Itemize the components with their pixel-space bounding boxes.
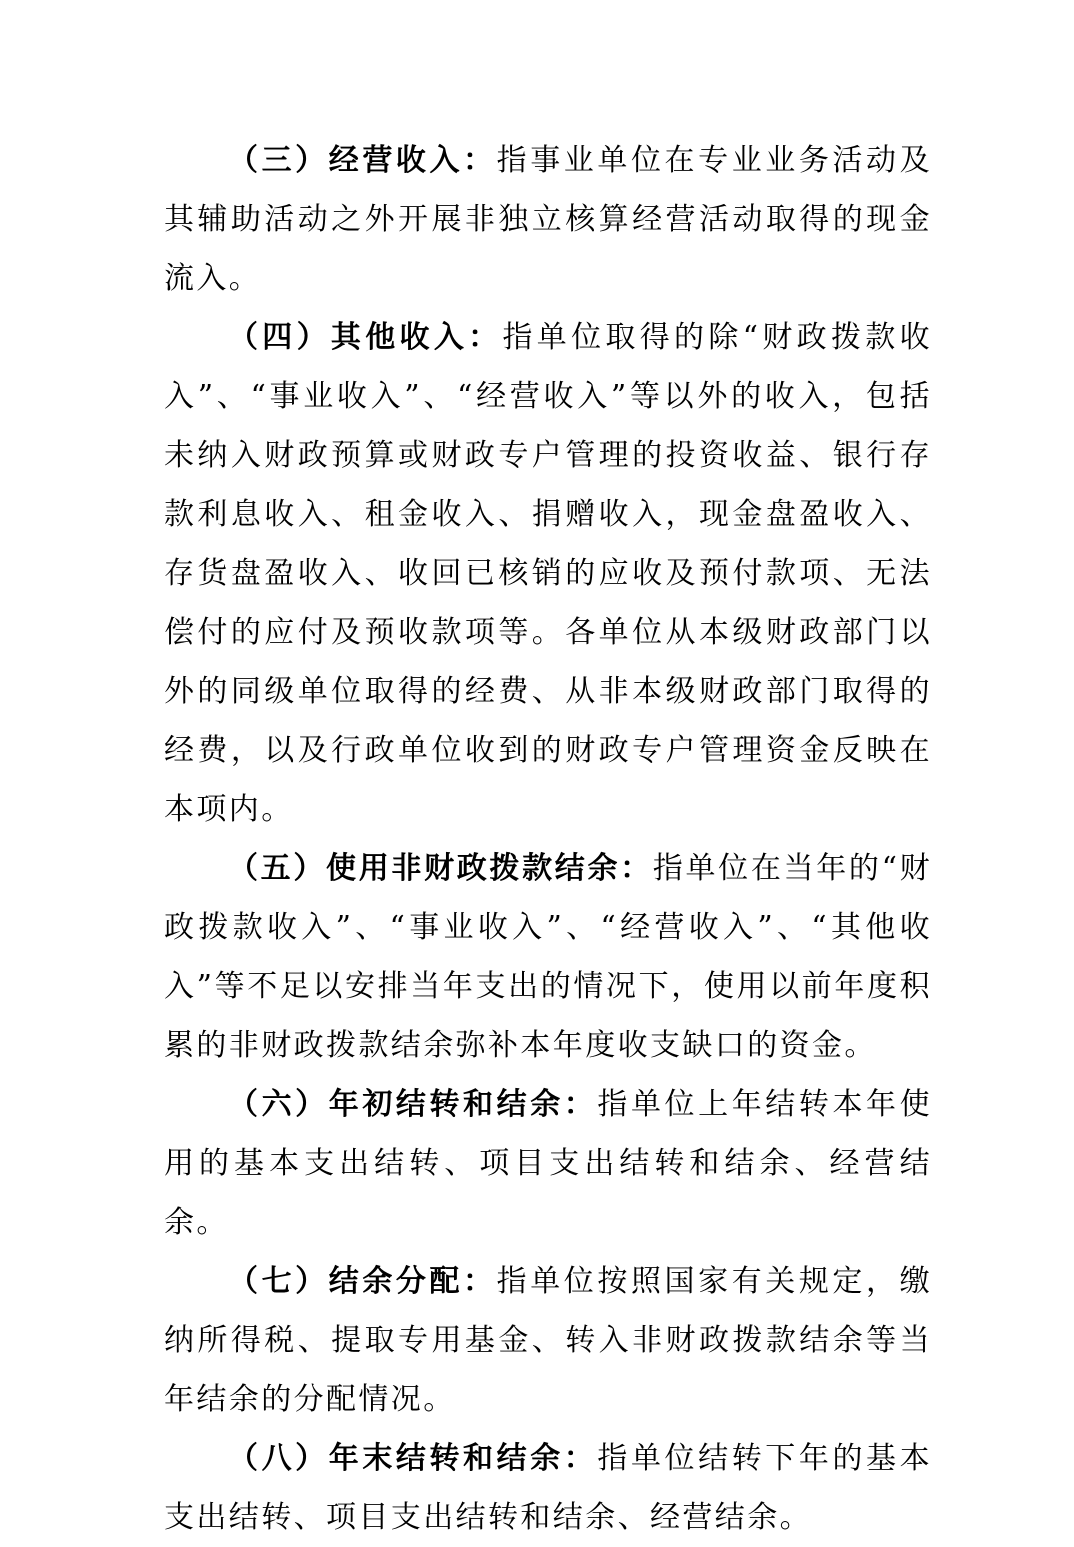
paragraph-heading: （七）结余分配： bbox=[228, 1264, 497, 1299]
paragraph-heading: （五）使用非财政拨款结余： bbox=[228, 851, 653, 886]
paragraph-text: 指单位取得的除“财政拨款收入”、“事业收入”、“经营收入”等以外的收入，包括未纳入财政预算或财政专户管理的投资收益、银行存款利息收入、租金收入、捐赠收入，现金盘盈收入、存货盘盈收入、收回已核销的应收及预付款项、无法偿付的应付及预收款项等。各单位从本级财政部门以外的同级单位取得的经费、从非本级财政部门取得的经费，以及行政单位收到的财政专户管理资金反映在本项内。 bbox=[164, 320, 932, 827]
paragraph-non-fiscal-surplus bbox=[164, 839, 932, 1075]
document-body bbox=[164, 131, 932, 1547]
paragraph-text: 指单位上年结转本年使用的基本支出结转、项目支出结转和结余、经营结余。 bbox=[164, 1087, 933, 1240]
paragraph-heading: （八）年末结转和结余： bbox=[228, 1441, 598, 1476]
paragraph-opening-balance bbox=[164, 1075, 932, 1252]
paragraph-surplus-distribution bbox=[164, 1252, 932, 1429]
paragraph-text: 指单位按照国家有关规定，缴纳所得税、提取专用基金、转入非财政拨款结余等当年结余的分配情况。 bbox=[164, 1264, 932, 1417]
paragraph-text: 指单位结转下年的基本支出结转、项目支出结转和结余、经营结余。 bbox=[164, 1441, 933, 1535]
paragraph-heading: （四）其他收入： bbox=[228, 320, 503, 355]
paragraph-text: 指单位在当年的“财政拨款收入”、“事业收入”、“经营收入”、“其他收入”等不足以安排当年支出的情况下，使用以前年度积累的非财政拨款结余弥补本年度收支缺口的资金。 bbox=[164, 851, 932, 1063]
paragraph-other-income bbox=[164, 308, 932, 839]
paragraph-heading: （三）经营收入： bbox=[228, 143, 497, 178]
paragraph-closing-balance bbox=[164, 1429, 932, 1547]
paragraph-heading: （六）年初结转和结余： bbox=[228, 1087, 598, 1122]
paragraph-operating-income bbox=[164, 131, 932, 308]
paragraph-text: 指事业单位在专业业务活动及其辅助活动之外开展非独立核算经营活动取得的现金流入。 bbox=[164, 143, 932, 296]
